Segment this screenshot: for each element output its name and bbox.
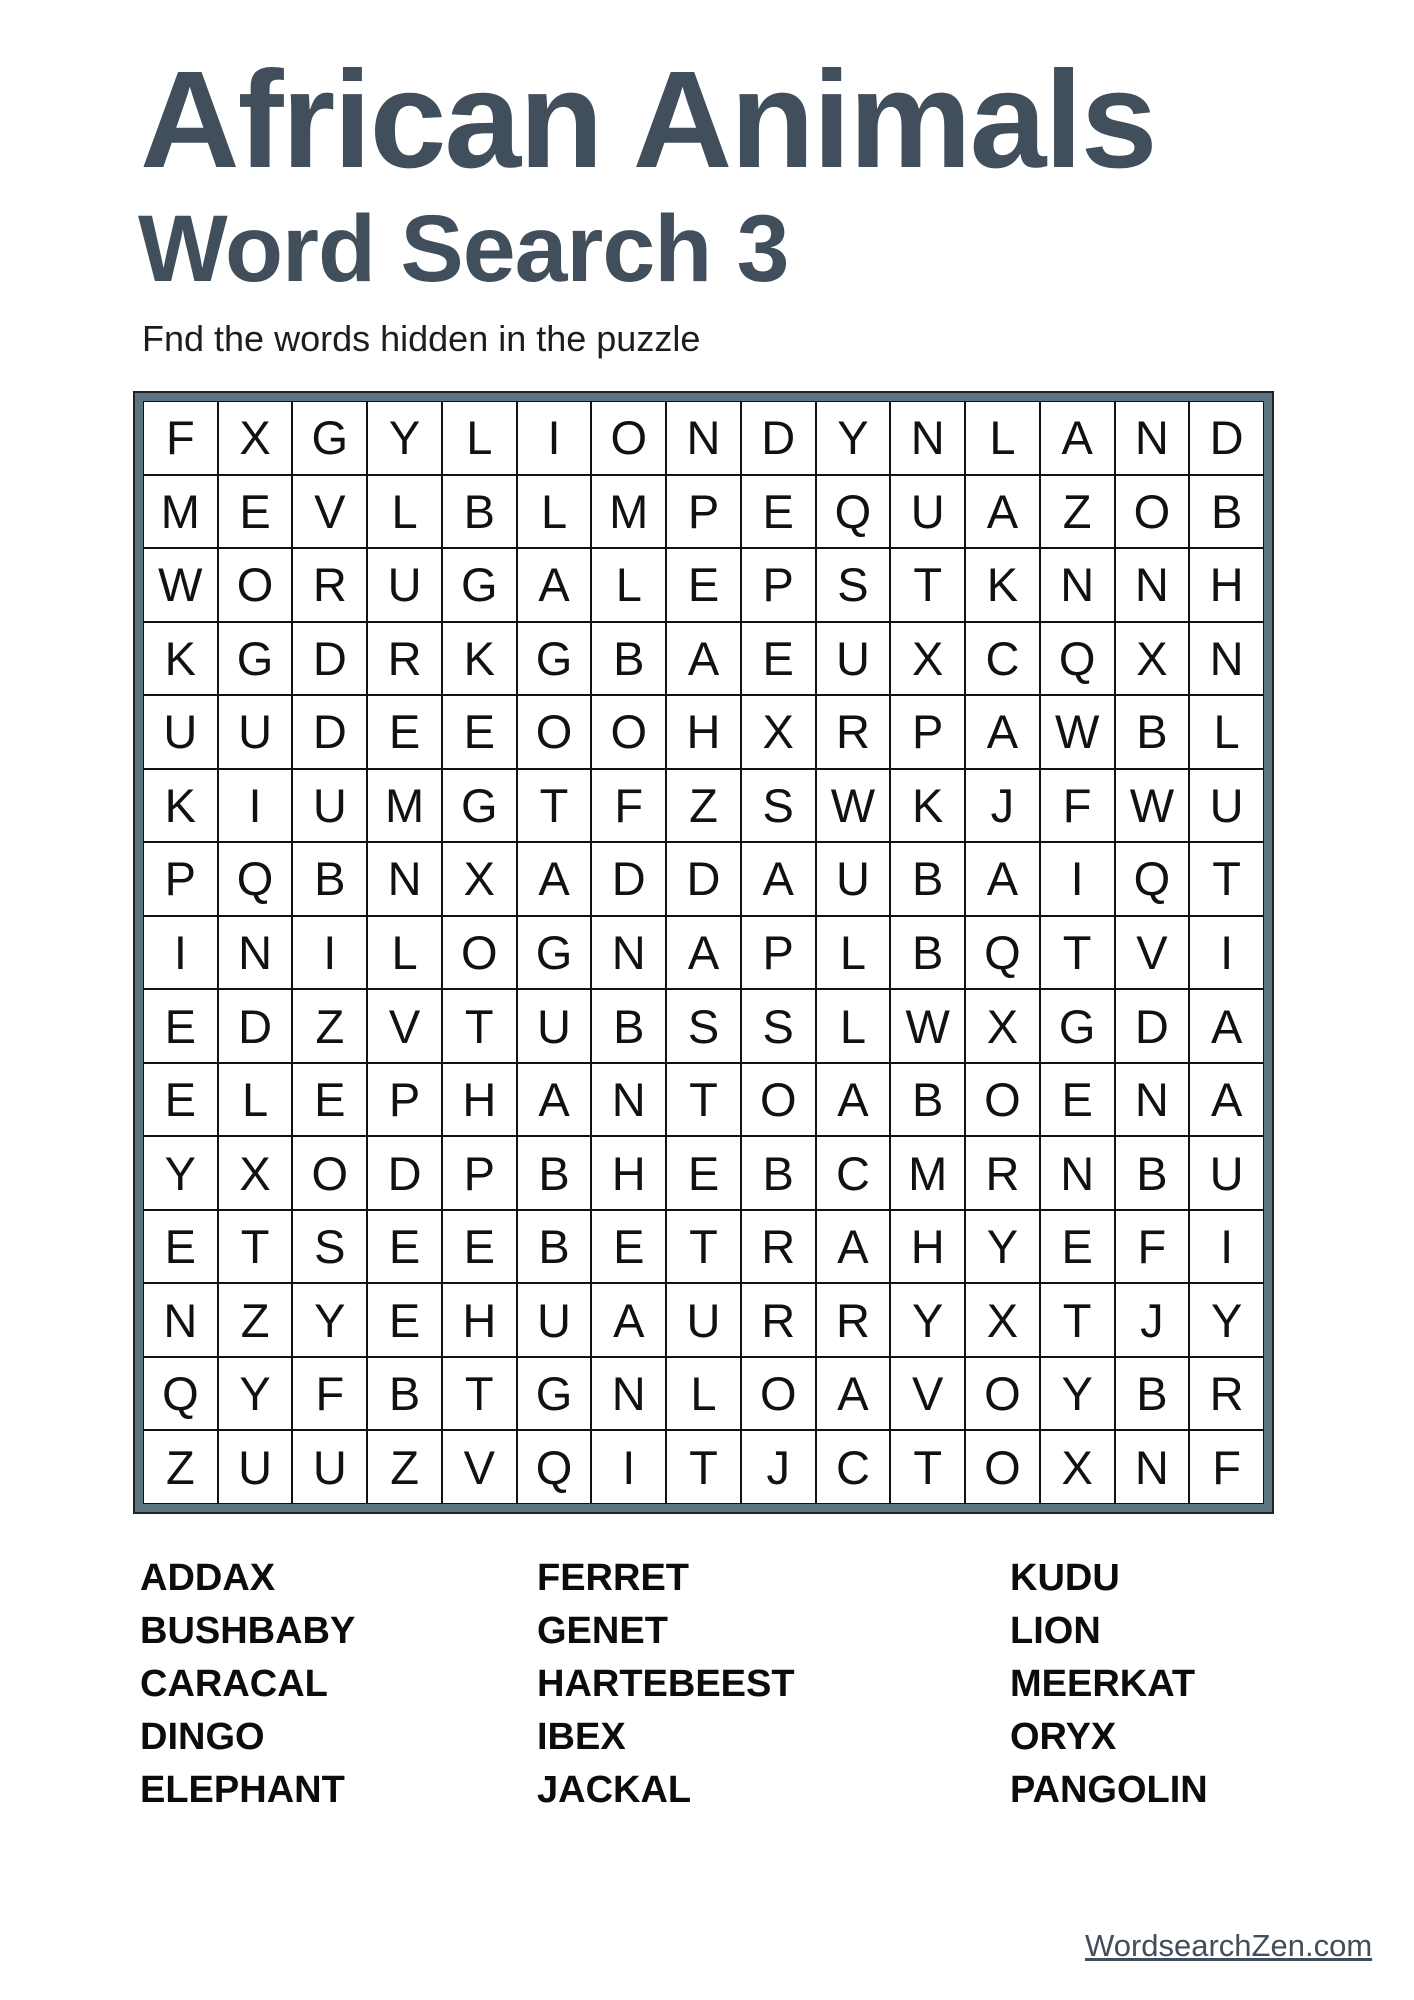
grid-cell-r13c11[interactable]: Y [890,1283,965,1357]
grid-cell-r13c5[interactable]: H [442,1283,517,1357]
grid-cell-r4c7[interactable]: B [591,622,666,696]
grid-cell-r11c15[interactable]: U [1189,1136,1264,1210]
grid-cell-r12c13[interactable]: E [1040,1210,1115,1284]
grid-cell-r8c1[interactable]: I [143,916,218,990]
word-item: IBEX [537,1716,626,1758]
grid-cell-r1c14[interactable]: N [1115,401,1190,475]
grid-cell-r9c1[interactable]: E [143,989,218,1063]
grid-cell-r13c13[interactable]: T [1040,1283,1115,1357]
grid-cell-r1c5[interactable]: L [442,401,517,475]
grid-cell-r15c14[interactable]: N [1115,1430,1190,1504]
page-subtitle: Word Search 3 [138,196,789,302]
grid-cell-r14c5[interactable]: T [442,1357,517,1431]
grid-cell-r12c8[interactable]: T [666,1210,741,1284]
puzzle-instruction: Fnd the words hidden in the puzzle [142,318,701,359]
word-item: ELEPHANT [140,1769,345,1811]
grid-cell-r5c13[interactable]: W [1040,695,1115,769]
grid-cell-r11c4[interactable]: D [367,1136,442,1210]
grid-cell-r3c9[interactable]: P [741,548,816,622]
grid-cell-r7c11[interactable]: B [890,842,965,916]
word-item: HARTEBEEST [537,1663,795,1705]
grid-cell-r7c4[interactable]: N [367,842,442,916]
grid-cell-r9c5[interactable]: T [442,989,517,1063]
grid-cell-r15c15[interactable]: F [1189,1430,1264,1504]
grid-cell-r4c10[interactable]: U [816,622,891,696]
grid-cell-r5c11[interactable]: P [890,695,965,769]
grid-cell-r12c11[interactable]: H [890,1210,965,1284]
grid-cell-r13c9[interactable]: R [741,1283,816,1357]
grid-cell-r6c7[interactable]: F [591,769,666,843]
grid-cell-r15c3[interactable]: U [292,1430,367,1504]
grid-cell-r15c12[interactable]: O [965,1430,1040,1504]
grid-cell-r8c9[interactable]: P [741,916,816,990]
grid-cell-r4c2[interactable]: G [218,622,293,696]
grid-cell-r14c3[interactable]: F [292,1357,367,1431]
grid-cell-r2c4[interactable]: L [367,475,442,549]
grid-cell-r6c6[interactable]: T [517,769,592,843]
grid-cell-r7c7[interactable]: D [591,842,666,916]
grid-cell-r3c7[interactable]: L [591,548,666,622]
grid-cell-r8c8[interactable]: A [666,916,741,990]
grid-cell-r7c10[interactable]: U [816,842,891,916]
word-item: ORYX [1010,1716,1117,1758]
grid-cell-r5c8[interactable]: H [666,695,741,769]
grid-cell-r1c10[interactable]: Y [816,401,891,475]
grid-cell-r10c15[interactable]: A [1189,1063,1264,1137]
word-column-3 [1010,1552,1208,1817]
grid-cell-r3c11[interactable]: T [890,548,965,622]
grid-cell-r4c3[interactable]: D [292,622,367,696]
grid-cell-r4c5[interactable]: K [442,622,517,696]
grid-cell-r15c9[interactable]: J [741,1430,816,1504]
grid-cell-r3c13[interactable]: N [1040,548,1115,622]
grid-cell-r7c12[interactable]: A [965,842,1040,916]
grid-cell-r2c13[interactable]: Z [1040,475,1115,549]
grid-cell-r1c9[interactable]: D [741,401,816,475]
grid-cell-r10c13[interactable]: E [1040,1063,1115,1137]
grid-cell-r14c9[interactable]: O [741,1357,816,1431]
grid-cell-r8c3[interactable]: I [292,916,367,990]
grid-cell-r6c9[interactable]: S [741,769,816,843]
grid-cell-r15c2[interactable]: U [218,1430,293,1504]
grid-cell-r10c6[interactable]: A [517,1063,592,1137]
grid-cell-r11c9[interactable]: B [741,1136,816,1210]
grid-cell-r1c6[interactable]: I [517,401,592,475]
word-item: DINGO [140,1716,265,1758]
word-column-1 [140,1552,355,1817]
grid-cell-r8c2[interactable]: N [218,916,293,990]
letter-grid [135,393,1272,1512]
grid-cell-r4c9[interactable]: E [741,622,816,696]
grid-cell-r1c4[interactable]: Y [367,401,442,475]
grid-cell-r14c13[interactable]: Y [1040,1357,1115,1431]
grid-cell-r14c6[interactable]: G [517,1357,592,1431]
grid-cell-r12c9[interactable]: R [741,1210,816,1284]
grid-cell-r7c5[interactable]: X [442,842,517,916]
grid-cell-r12c1[interactable]: E [143,1210,218,1284]
page-title: African Animals [140,43,1156,197]
grid-cell-r2c11[interactable]: U [890,475,965,549]
grid-cell-r9c9[interactable]: S [741,989,816,1063]
grid-cell-r5c7[interactable]: O [591,695,666,769]
grid-cell-r7c6[interactable]: A [517,842,592,916]
grid-cell-r9c10[interactable]: L [816,989,891,1063]
grid-cell-r13c8[interactable]: U [666,1283,741,1357]
word-list [0,1552,1414,1842]
grid-cell-r11c11[interactable]: M [890,1136,965,1210]
grid-cell-r6c2[interactable]: I [218,769,293,843]
grid-cell-r1c11[interactable]: N [890,401,965,475]
grid-cell-r14c14[interactable]: B [1115,1357,1190,1431]
grid-cell-r9c7[interactable]: B [591,989,666,1063]
word-item: MEERKAT [1010,1663,1196,1705]
grid-cell-r14c2[interactable]: Y [218,1357,293,1431]
grid-cell-r6c15[interactable]: U [1189,769,1264,843]
grid-cell-r8c15[interactable]: I [1189,916,1264,990]
grid-cell-r9c11[interactable]: W [890,989,965,1063]
grid-cell-r3c14[interactable]: N [1115,548,1190,622]
grid-cell-r13c1[interactable]: N [143,1283,218,1357]
grid-cell-r5c6[interactable]: O [517,695,592,769]
grid-cell-r7c14[interactable]: Q [1115,842,1190,916]
grid-cell-r9c13[interactable]: G [1040,989,1115,1063]
word-item: CARACAL [140,1663,328,1705]
grid-cell-r8c6[interactable]: G [517,916,592,990]
grid-cell-r13c14[interactable]: J [1115,1283,1190,1357]
grid-cell-r3c2[interactable]: O [218,548,293,622]
grid-cell-r2c2[interactable]: E [218,475,293,549]
grid-cell-r13c4[interactable]: E [367,1283,442,1357]
grid-cell-r10c4[interactable]: P [367,1063,442,1137]
grid-cell-r11c3[interactable]: O [292,1136,367,1210]
grid-cell-r6c4[interactable]: M [367,769,442,843]
grid-cell-r1c15[interactable]: D [1189,401,1264,475]
grid-cell-r9c2[interactable]: D [218,989,293,1063]
grid-cell-r13c2[interactable]: Z [218,1283,293,1357]
grid-cell-r5c12[interactable]: A [965,695,1040,769]
grid-cell-r11c5[interactable]: P [442,1136,517,1210]
grid-cell-r9c12[interactable]: X [965,989,1040,1063]
grid-cell-r14c12[interactable]: O [965,1357,1040,1431]
grid-cell-r10c10[interactable]: A [816,1063,891,1137]
grid-cell-r6c3[interactable]: U [292,769,367,843]
grid-cell-r12c12[interactable]: Y [965,1210,1040,1284]
grid-cell-r4c15[interactable]: N [1189,622,1264,696]
grid-cell-r5c10[interactable]: R [816,695,891,769]
grid-cell-r7c15[interactable]: T [1189,842,1264,916]
grid-cell-r5c2[interactable]: U [218,695,293,769]
grid-cell-r2c3[interactable]: V [292,475,367,549]
grid-cell-r11c14[interactable]: B [1115,1136,1190,1210]
grid-cell-r15c8[interactable]: T [666,1430,741,1504]
grid-cell-r11c7[interactable]: H [591,1136,666,1210]
grid-cell-r3c8[interactable]: E [666,548,741,622]
grid-cell-r7c13[interactable]: I [1040,842,1115,916]
grid-cell-r6c10[interactable]: W [816,769,891,843]
grid-cell-r4c1[interactable]: K [143,622,218,696]
grid-cell-r8c5[interactable]: O [442,916,517,990]
grid-cell-r6c12[interactable]: J [965,769,1040,843]
grid-cell-r4c11[interactable]: X [890,622,965,696]
grid-cell-r7c9[interactable]: A [741,842,816,916]
grid-cell-r3c15[interactable]: H [1189,548,1264,622]
grid-cell-r5c14[interactable]: B [1115,695,1190,769]
grid-cell-r1c1[interactable]: F [143,401,218,475]
grid-cell-r3c12[interactable]: K [965,548,1040,622]
word-item: JACKAL [537,1769,692,1811]
grid-cell-r13c6[interactable]: U [517,1283,592,1357]
grid-cell-r9c14[interactable]: D [1115,989,1190,1063]
grid-cell-r7c8[interactable]: D [666,842,741,916]
grid-cell-r12c7[interactable]: E [591,1210,666,1284]
grid-cell-r5c1[interactable]: U [143,695,218,769]
grid-cell-r7c2[interactable]: Q [218,842,293,916]
grid-cell-r4c14[interactable]: X [1115,622,1190,696]
grid-cell-r15c6[interactable]: Q [517,1430,592,1504]
grid-cell-r8c14[interactable]: V [1115,916,1190,990]
grid-cell-r11c1[interactable]: Y [143,1136,218,1210]
grid-cell-r2c15[interactable]: B [1189,475,1264,549]
grid-cell-r1c12[interactable]: L [965,401,1040,475]
grid-cell-r3c3[interactable]: R [292,548,367,622]
grid-cell-r9c3[interactable]: Z [292,989,367,1063]
grid-cell-r5c9[interactable]: X [741,695,816,769]
grid-cell-r11c8[interactable]: E [666,1136,741,1210]
grid-cell-r2c9[interactable]: E [741,475,816,549]
grid-cell-r1c13[interactable]: A [1040,401,1115,475]
grid-cell-r5c15[interactable]: L [1189,695,1264,769]
grid-cell-r10c9[interactable]: O [741,1063,816,1137]
grid-cell-r6c5[interactable]: G [442,769,517,843]
grid-cell-r5c5[interactable]: E [442,695,517,769]
grid-cell-r15c11[interactable]: T [890,1430,965,1504]
grid-cell-r12c6[interactable]: B [517,1210,592,1284]
grid-cell-r6c8[interactable]: Z [666,769,741,843]
grid-cell-r6c1[interactable]: K [143,769,218,843]
grid-cell-r11c6[interactable]: B [517,1136,592,1210]
grid-cell-r8c7[interactable]: N [591,916,666,990]
grid-cell-r15c13[interactable]: X [1040,1430,1115,1504]
grid-cell-r2c6[interactable]: L [517,475,592,549]
grid-cell-r4c13[interactable]: Q [1040,622,1115,696]
grid-cell-r10c3[interactable]: E [292,1063,367,1137]
grid-cell-r15c7[interactable]: I [591,1430,666,1504]
word-item: GENET [537,1610,668,1652]
grid-cell-r3c4[interactable]: U [367,548,442,622]
grid-cell-r10c8[interactable]: T [666,1063,741,1137]
grid-cell-r15c1[interactable]: Z [143,1430,218,1504]
grid-cell-r8c13[interactable]: T [1040,916,1115,990]
grid-cell-r6c13[interactable]: F [1040,769,1115,843]
grid-cell-r11c13[interactable]: N [1040,1136,1115,1210]
grid-cell-r13c10[interactable]: R [816,1283,891,1357]
grid-cell-r4c4[interactable]: R [367,622,442,696]
grid-cell-r8c11[interactable]: B [890,916,965,990]
grid-cell-r8c4[interactable]: L [367,916,442,990]
grid-cell-r9c6[interactable]: U [517,989,592,1063]
grid-cell-r7c3[interactable]: B [292,842,367,916]
grid-cell-r10c11[interactable]: B [890,1063,965,1137]
grid-cell-r14c7[interactable]: N [591,1357,666,1431]
grid-cell-r5c3[interactable]: D [292,695,367,769]
word-item: PANGOLIN [1010,1769,1208,1811]
word-item: BUSHBABY [140,1610,356,1652]
grid-cell-r15c10[interactable]: C [816,1430,891,1504]
grid-cell-r2c14[interactable]: O [1115,475,1190,549]
grid-cell-r8c10[interactable]: L [816,916,891,990]
grid-cell-r13c15[interactable]: Y [1189,1283,1264,1357]
grid-cell-r4c12[interactable]: C [965,622,1040,696]
grid-cell-r14c10[interactable]: A [816,1357,891,1431]
grid-cell-r2c12[interactable]: A [965,475,1040,549]
grid-cell-r3c1[interactable]: W [143,548,218,622]
grid-cell-r10c5[interactable]: H [442,1063,517,1137]
grid-cell-r12c14[interactable]: F [1115,1210,1190,1284]
grid-cell-r7c1[interactable]: P [143,842,218,916]
grid-cell-r9c8[interactable]: S [666,989,741,1063]
grid-cell-r12c10[interactable]: A [816,1210,891,1284]
grid-cell-r15c4[interactable]: Z [367,1430,442,1504]
grid-cell-r6c11[interactable]: K [890,769,965,843]
grid-cell-r3c6[interactable]: A [517,548,592,622]
grid-cell-r11c12[interactable]: R [965,1136,1040,1210]
grid-cell-r14c4[interactable]: B [367,1357,442,1431]
site-link[interactable]: WordsearchZen.com [1085,1928,1373,1963]
grid-cell-r13c7[interactable]: A [591,1283,666,1357]
grid-cell-r1c3[interactable]: G [292,401,367,475]
grid-cell-r13c3[interactable]: Y [292,1283,367,1357]
grid-cell-r15c5[interactable]: V [442,1430,517,1504]
grid-cell-r2c7[interactable]: M [591,475,666,549]
grid-cell-r11c2[interactable]: X [218,1136,293,1210]
grid-cell-r10c1[interactable]: E [143,1063,218,1137]
word-item: KUDU [1010,1557,1120,1599]
grid-cell-r5c4[interactable]: E [367,695,442,769]
word-item: LION [1010,1610,1101,1652]
grid-cell-r6c14[interactable]: W [1115,769,1190,843]
grid-cell-r3c10[interactable]: S [816,548,891,622]
grid-cell-r10c12[interactable]: O [965,1063,1040,1137]
grid-cell-r2c8[interactable]: P [666,475,741,549]
word-item: FERRET [537,1557,689,1599]
grid-cell-r13c12[interactable]: X [965,1283,1040,1357]
grid-cell-r10c2[interactable]: L [218,1063,293,1137]
grid-cell-r14c8[interactable]: L [666,1357,741,1431]
grid-cell-r10c7[interactable]: N [591,1063,666,1137]
grid-cell-r10c14[interactable]: N [1115,1063,1190,1137]
grid-cell-r12c3[interactable]: S [292,1210,367,1284]
grid-cell-r14c15[interactable]: R [1189,1357,1264,1431]
grid-cell-r2c1[interactable]: M [143,475,218,549]
grid-cell-r12c4[interactable]: E [367,1210,442,1284]
grid-cell-r2c10[interactable]: Q [816,475,891,549]
grid-cell-r4c8[interactable]: A [666,622,741,696]
grid-cell-r3c5[interactable]: G [442,548,517,622]
grid-cell-r1c8[interactable]: N [666,401,741,475]
grid-cell-r9c15[interactable]: A [1189,989,1264,1063]
grid-cell-r1c7[interactable]: O [591,401,666,475]
grid-cell-r14c11[interactable]: V [890,1357,965,1431]
grid-cell-r12c2[interactable]: T [218,1210,293,1284]
grid-cell-r12c15[interactable]: I [1189,1210,1264,1284]
grid-cell-r9c4[interactable]: V [367,989,442,1063]
grid-cell-r14c1[interactable]: Q [143,1357,218,1431]
grid-cell-r11c10[interactable]: C [816,1136,891,1210]
grid-cell-r1c2[interactable]: X [218,401,293,475]
word-item: ADDAX [140,1557,276,1599]
word-column-2 [537,1552,795,1817]
grid-cell-r8c12[interactable]: Q [965,916,1040,990]
grid-cell-r12c5[interactable]: E [442,1210,517,1284]
grid-cell-r2c5[interactable]: B [442,475,517,549]
grid-cell-r4c6[interactable]: G [517,622,592,696]
